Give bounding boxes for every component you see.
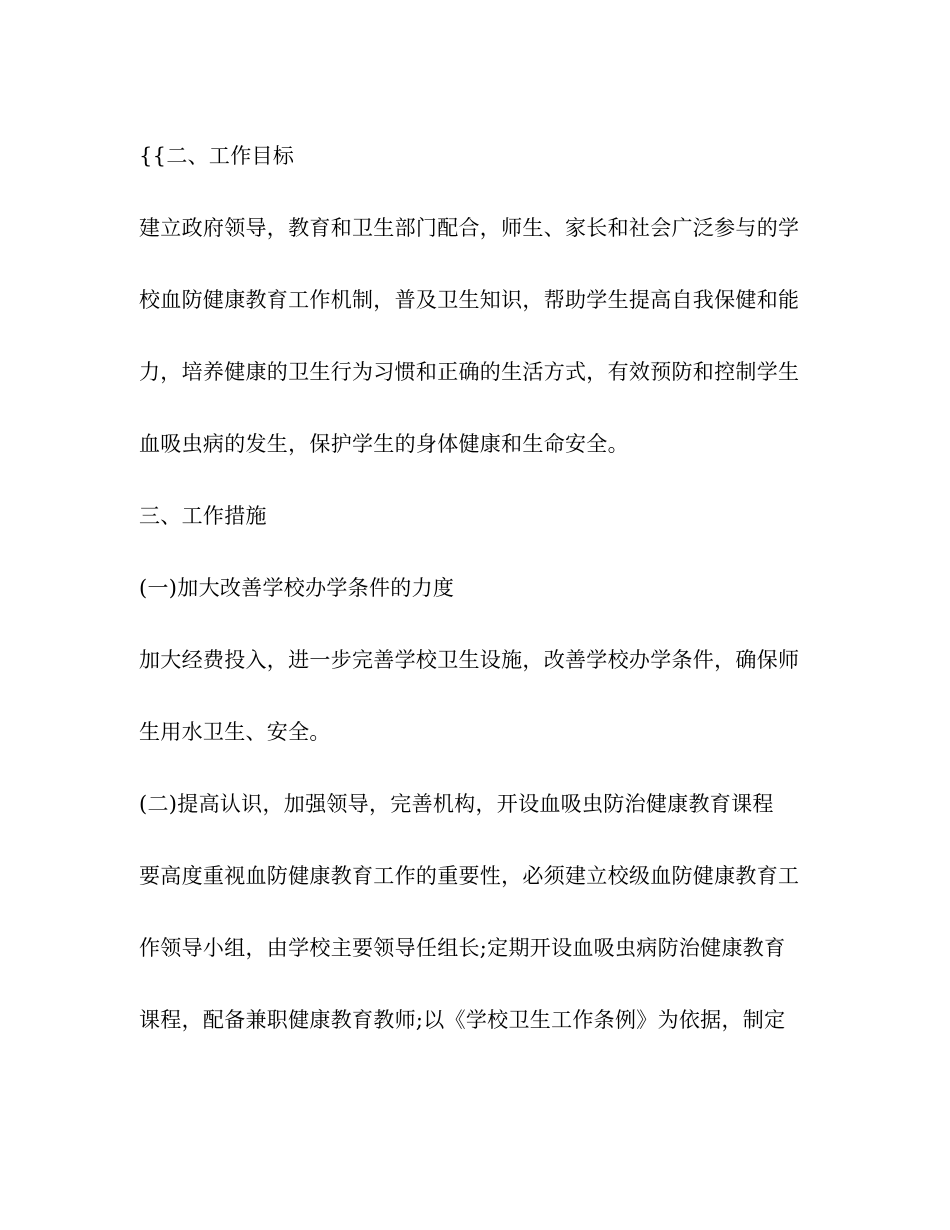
paragraph-line: 力，培养健康的卫生行为习惯和正确的生活方式，有效预防和控制学生 — [139, 360, 800, 384]
subheading-line: (二)提高认识，加强领导，完善机构，开设血吸虫防治健康教育课程 — [139, 792, 774, 816]
paragraph-line: 作领导小组，由学校主要领导任组长;定期开设血吸虫病防治健康教育 — [139, 936, 786, 960]
paragraph-line: 要高度重视血防健康教育工作的重要性，必须建立校级血防健康教育工 — [139, 864, 800, 888]
paragraph-line: 建立政府领导，教育和卫生部门配合，师生、家长和社会广泛参与的学 — [139, 216, 800, 240]
paragraph-line: 加大经费投入，进一步完善学校卫生设施，改善学校办学条件，确保师 — [139, 648, 800, 672]
section-heading-goals: {{二、工作目标 — [139, 144, 295, 168]
paragraph-line: 生用水卫生、安全。 — [139, 720, 331, 744]
section-heading-measures: 三、工作措施 — [139, 504, 267, 528]
subheading-line: (一)加大改善学校办学条件的力度 — [139, 576, 455, 600]
paragraph-line: 课程，配备兼职健康教育教师;以《学校卫生工作条例》为依据，制定 — [139, 1008, 786, 1032]
paragraph-line: 血吸虫病的发生，保护学生的身体健康和生命安全。 — [139, 432, 629, 456]
paragraph-line: 校血防健康教育工作机制，普及卫生知识，帮助学生提高自我保健和能 — [139, 288, 800, 312]
